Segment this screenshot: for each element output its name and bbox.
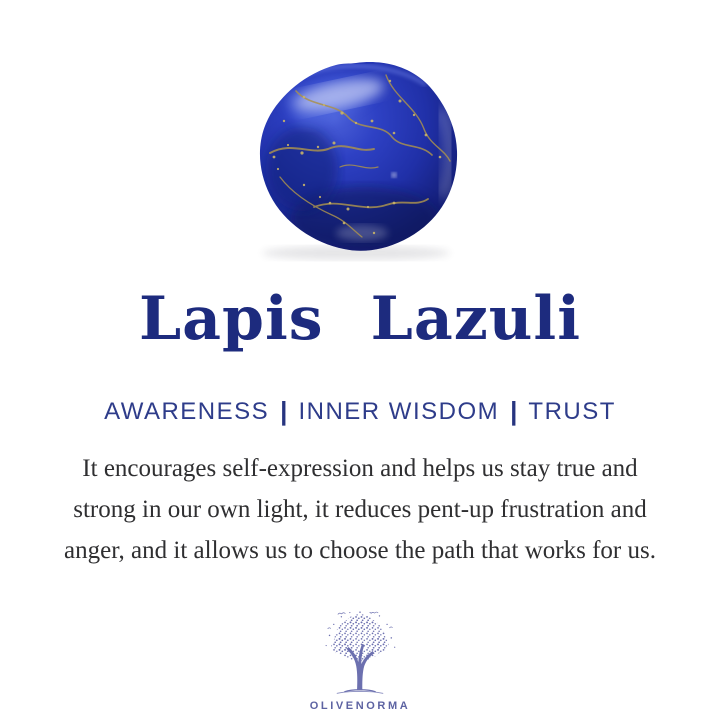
description-line: anger, and it allows us to choose the path that works for us.: [64, 537, 656, 564]
olive-tree-icon: [321, 610, 399, 698]
brand-logo: [0, 610, 720, 712]
lapis-lazuli-stone-photo: [244, 56, 476, 262]
brand-name: OLIVENORMA: [309, 700, 411, 712]
description-line: strong in our own light, it reduces pent-up frustration and: [73, 496, 647, 523]
crystal-description: [0, 448, 720, 571]
description-line: It encourages self-expression and helps us stay true and: [82, 455, 638, 482]
page-title: Lapis Lazuli: [138, 284, 582, 354]
keyword-awareness: AWARENESS: [104, 398, 270, 425]
keyword-inner-wisdom: INNER WISDOM: [298, 398, 500, 425]
keyword-trust: TRUST: [528, 398, 616, 425]
lapis-lazuli-stone-image: [244, 56, 476, 262]
crystal-keywords: [0, 395, 720, 426]
pipe-separator: |: [280, 396, 288, 426]
pipe-separator: |: [510, 396, 518, 426]
